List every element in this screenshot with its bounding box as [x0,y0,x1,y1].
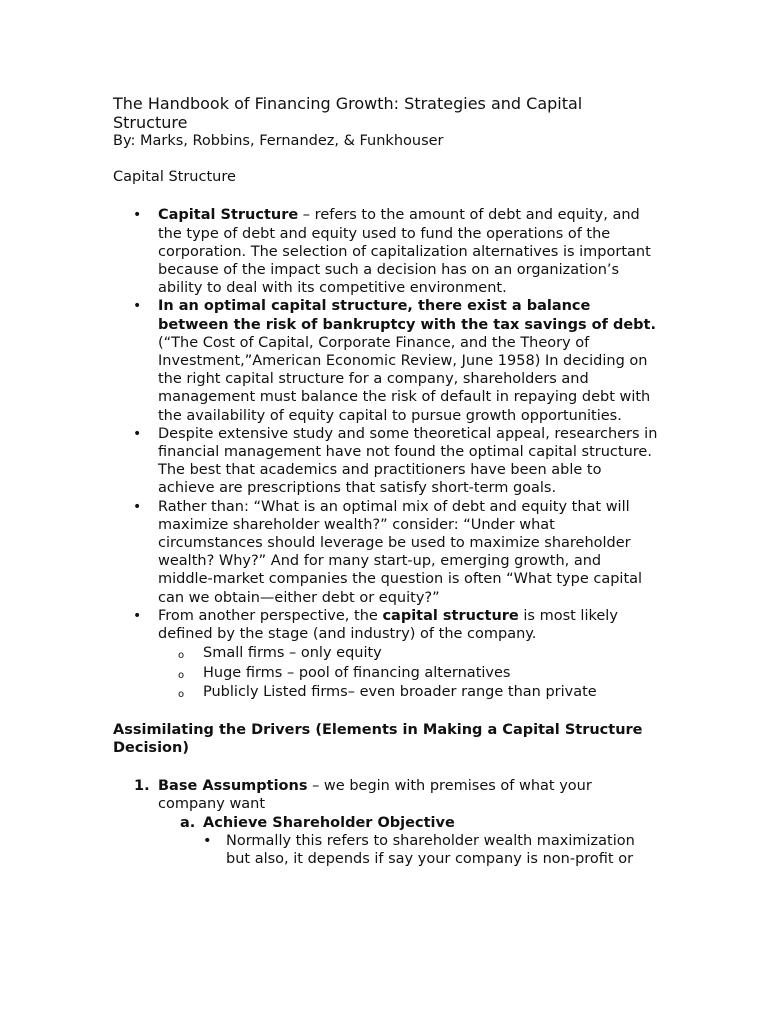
lettered-item-text: Achieve Shareholder Objective [203,814,455,831]
list-marker: a. [180,814,196,831]
bullet-bold: Capital Structure [158,207,299,224]
bullet-text: Despite extensive study and some theoretical appeal, researchers in financial management have not found the optimal capital structure. The best that academics and practitioners have been able to achieve are prescriptions that satisfy short-term goals. [158,425,658,497]
bullet-item [113,607,658,703]
subitem: o Publicly Listed firms– even broader range than private [158,683,658,703]
bullet-item [113,206,658,297]
bullet-bold: capital structure [382,607,519,624]
bullet-text: is most likely defined by the stage (and industry) of the company. [158,607,618,643]
section-heading-assimilating-drivers: Assimilating the Drivers (Elements in Making a Capital Structure Decision) [113,721,643,756]
bullet-item [113,425,658,498]
capital-structure-bullets [113,206,658,702]
document-authors: By: Marks, Robbins, Fernandez, & Funkhouser [113,133,444,149]
firm-size-subitems [158,644,658,703]
bullet-text: – refers to the amount of debt and equity, and the type of debt and equity used to fund the operations of the corporation. The selection of capitalization alternatives is important because of the impact such a decision has on an organization’s ability to deal with its competitive environment. [158,207,651,297]
shareholder-objective-bullets [113,832,658,868]
bullet-item: • Normally this refers to shareholder wealth maximization but also, it depends if say your company is non-profit or [226,832,658,868]
document-title: The Handbook of Financing Growth: Strategies and Capital Structure [113,94,583,132]
numbered-item-base-assumptions [113,777,658,813]
lettered-item-shareholder-objective [113,814,658,832]
numbered-item-bold: Base Assumptions [158,778,308,795]
numbered-item-text: – we begin with premises of what your company want [158,778,592,813]
bullet-item [113,498,658,607]
list-marker: 1. [134,778,150,795]
document-content [113,94,658,868]
bullet-text: From another perspective, the [158,607,383,624]
bullet-text: (“The Cost of Capital, Corporate Finance, and the Theory of Investment,”American Economic Review, June 1958) In deciding on the right capital structure for a company, shareholders and management must balance the risk of default in repaying debt with the availability of equity capital to pursue growth opportunities. [158,334,651,424]
bullet-text: Rather than: “What is an optimal mix of debt and equity that will maximize shareholder wealth?” consider: “Under what circumstances should leverage be used to maximize shareholder wealth? Why?” And for many start-up, emerging growth, and middle-market companies the question is often “What type capital can we obtain—either debt or equity?” [158,498,643,606]
subitem: o Huge firms – pool of financing alternatives [158,664,658,684]
numbered-item-body [158,777,658,813]
bullet-item [113,297,658,424]
bullet-bold: In an optimal capital structure, there exist a balance between the risk of bankruptcy with the tax savings of debt. [158,298,656,333]
section-heading-capital-structure: Capital Structure [113,169,236,186]
subitem: o Small firms – only equity [158,644,658,664]
